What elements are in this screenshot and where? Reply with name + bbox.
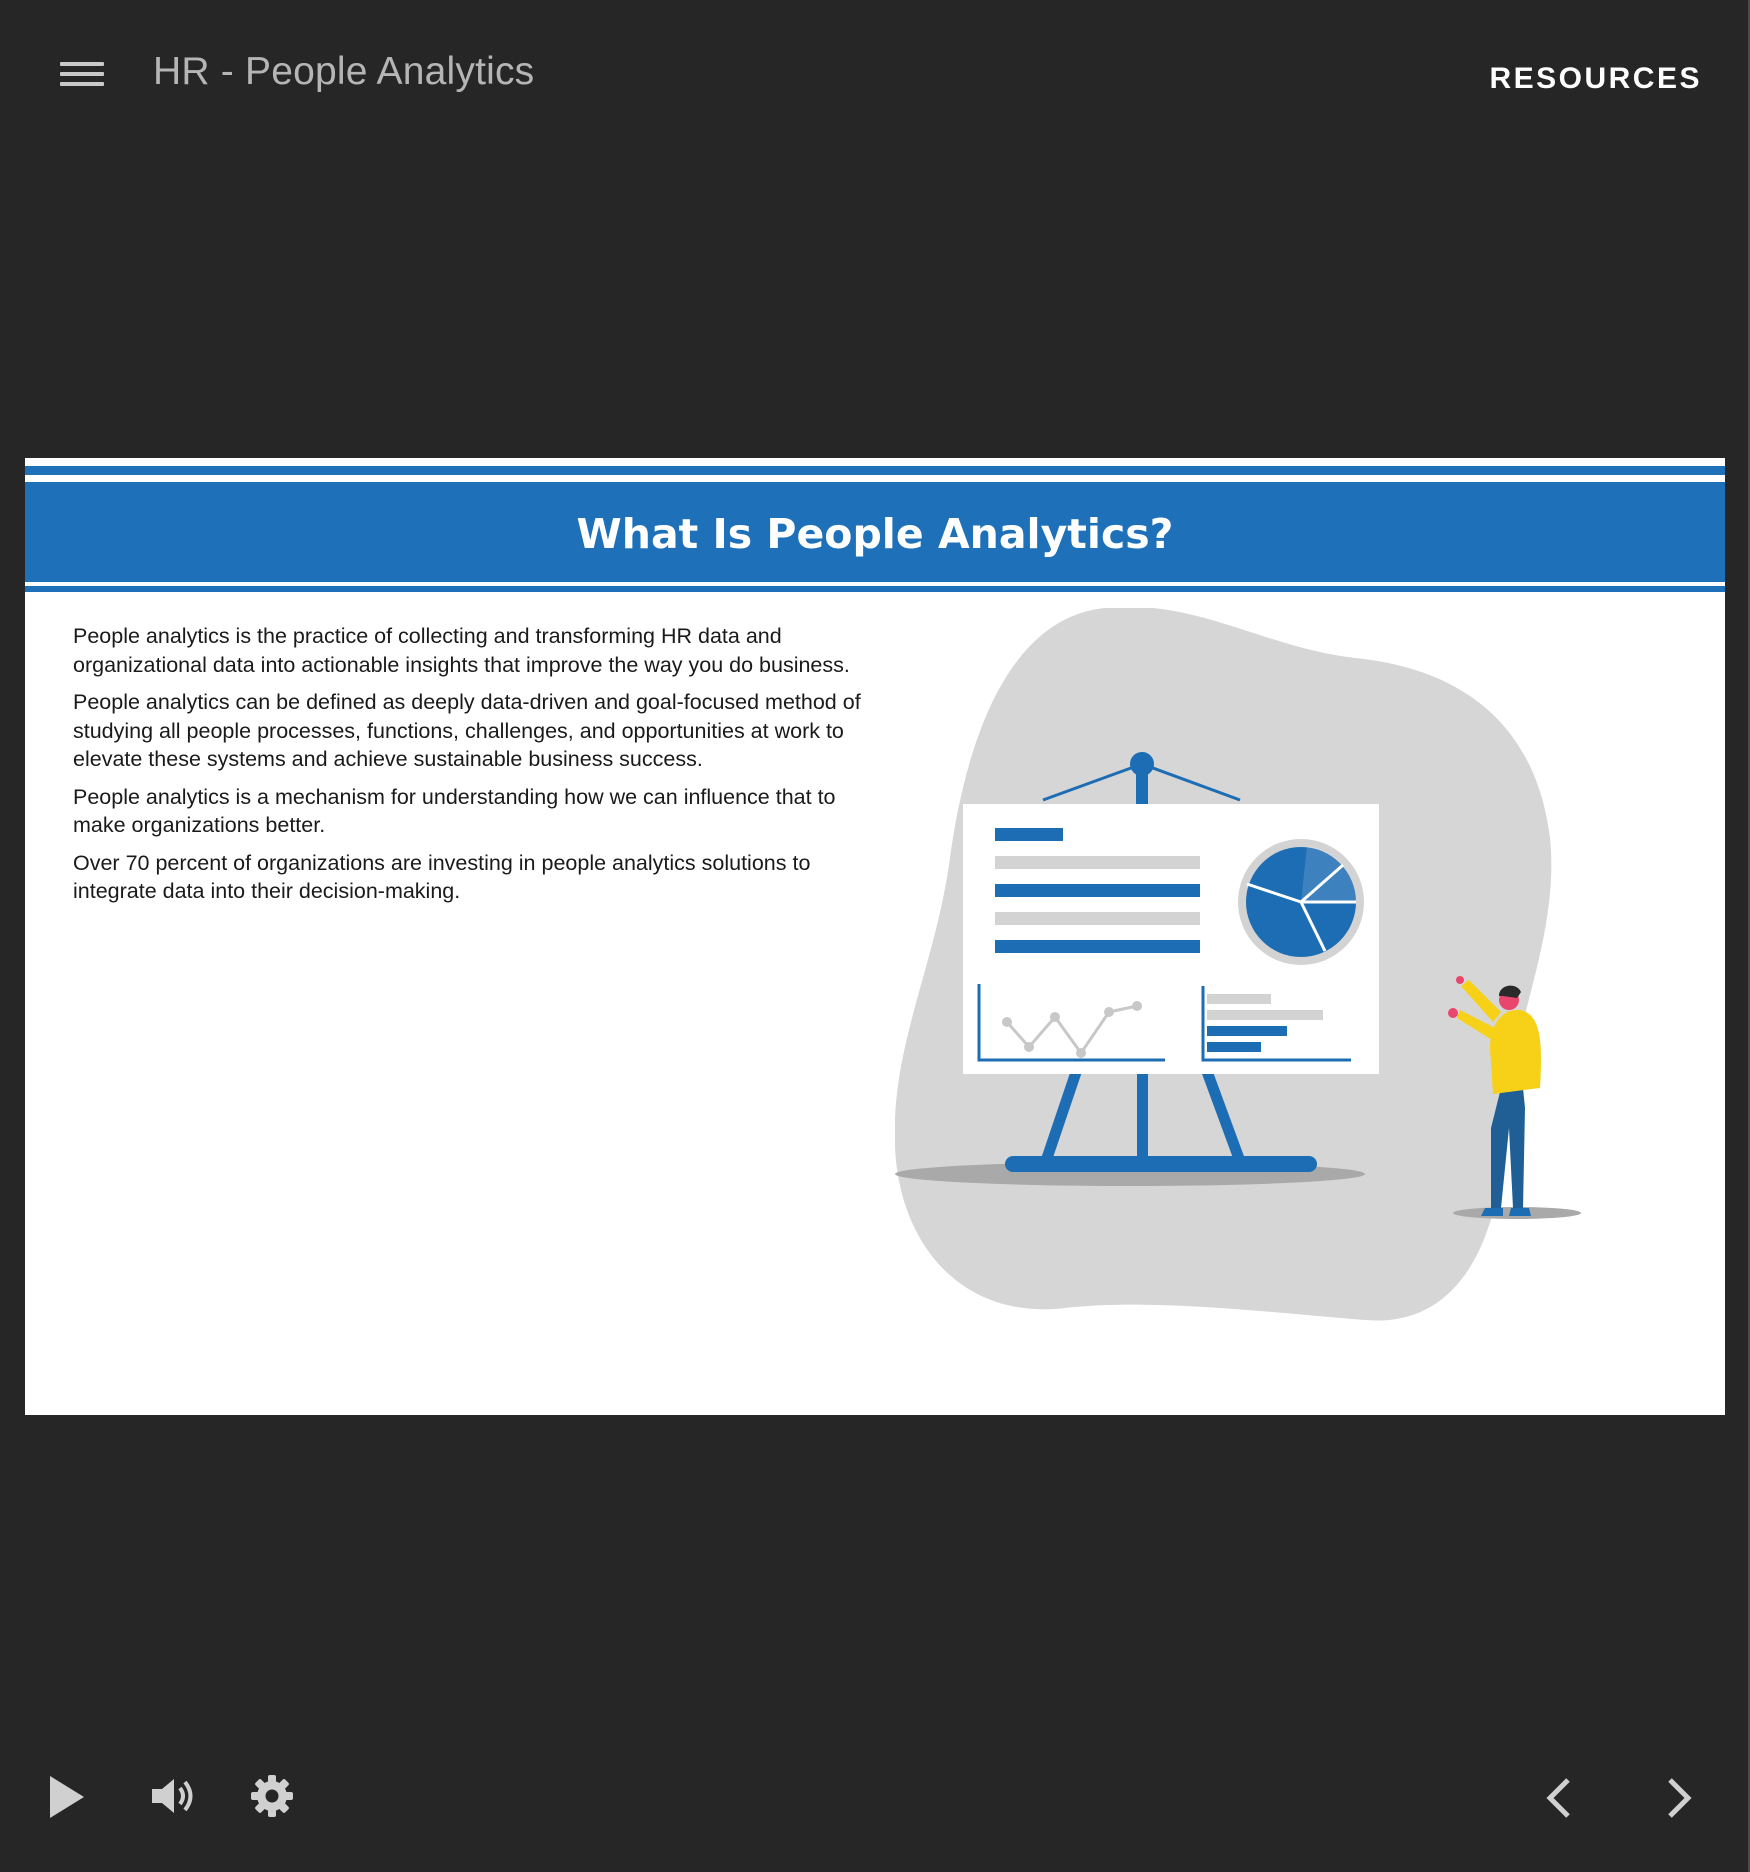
banner-top-stripe bbox=[25, 466, 1725, 475]
slide-title: What Is People Analytics? bbox=[576, 510, 1174, 558]
volume-icon[interactable] bbox=[150, 1776, 198, 1816]
paragraph-1: People analytics is the practice of collecting and transforming HR data and organizational data into actionable insights that improve the way you do business. bbox=[73, 624, 850, 677]
paragraph-4: Over 70 percent of organizations are investing in people analytics solutions to integrate data into their decision-making. bbox=[73, 850, 811, 903]
slide-canvas bbox=[25, 458, 1725, 1415]
chevron-right-icon[interactable] bbox=[1662, 1776, 1698, 1820]
gear-icon[interactable] bbox=[250, 1774, 294, 1818]
paragraph-2: People analytics can be defined as deeply data-driven and goal-focused method of studying all people processes, functions, challenges, and opportunities at work to elevate these systems and achieve sustainable business success. bbox=[73, 690, 861, 771]
person-presenting-dashboard-illustration bbox=[895, 608, 1675, 1388]
banner-bottom-stripe bbox=[25, 586, 1725, 592]
slide-body-text bbox=[73, 622, 873, 915]
resources-button[interactable]: RESOURCES bbox=[1489, 62, 1702, 95]
course-title: HR - People Analytics bbox=[153, 50, 535, 93]
chevron-left-icon[interactable] bbox=[1540, 1776, 1576, 1820]
title-banner bbox=[25, 482, 1725, 582]
play-icon[interactable] bbox=[48, 1774, 88, 1820]
hamburger-menu-icon[interactable] bbox=[60, 62, 106, 94]
paragraph-3: People analytics is a mechanism for understanding how we can influence that to make organizations better. bbox=[73, 784, 836, 837]
